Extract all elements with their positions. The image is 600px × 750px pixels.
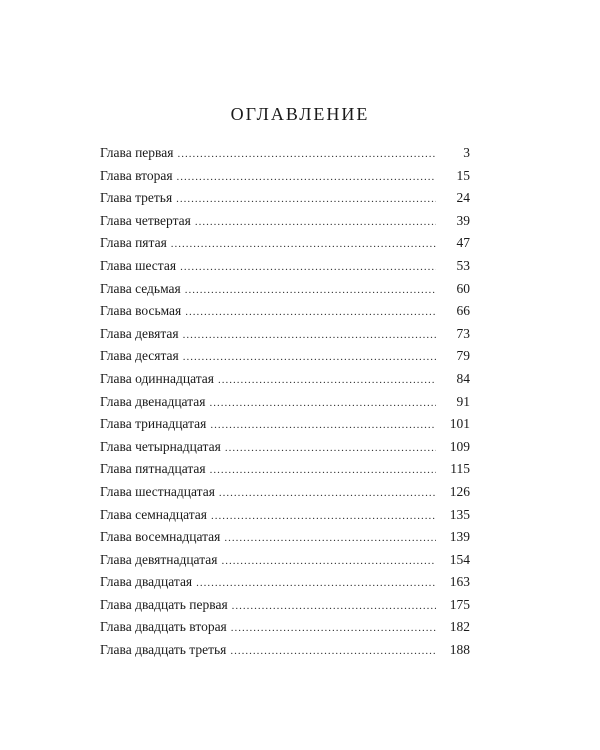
chapter-title: Глава тринадцатая [100,416,207,432]
dot-leader [219,482,436,505]
page-number: 73 [456,325,470,341]
chapter-title: Глава десятая [100,348,179,364]
dot-leader [185,279,436,302]
dot-leader [232,595,436,618]
dot-leader [176,188,436,211]
page-number: 135 [449,506,470,522]
dot-leader [224,527,436,550]
toc-entry[interactable] [100,549,470,572]
toc-entry[interactable] [100,639,470,662]
chapter-title: Глава третья [100,190,173,206]
page-number: 101 [449,416,470,432]
dot-leader [210,459,436,482]
chapter-title: Глава пятнадцатая [100,461,206,477]
page-number: 163 [449,574,470,590]
toc-entry[interactable] [100,300,470,323]
page-number: 126 [449,483,470,499]
toc-entry[interactable] [100,481,470,504]
dot-leader [171,233,436,256]
page-number: 154 [449,551,470,567]
toc-entry[interactable] [100,210,470,233]
chapter-title: Глава восьмая [100,303,182,319]
page-number: 3 [463,145,470,160]
toc-entry[interactable] [100,345,470,368]
chapter-title: Глава вторая [100,167,173,183]
toc-entry[interactable] [100,278,470,301]
chapter-title: Глава девятая [100,325,179,341]
page-number: 84 [456,370,470,386]
toc-entry[interactable] [100,255,470,278]
chapter-title: Глава одиннадцатая [100,370,214,386]
chapter-title: Глава шестая [100,257,177,273]
page-number: 109 [449,438,470,454]
chapter-title: Глава пятая [100,235,167,251]
toc-entry[interactable] [100,323,470,346]
page-number: 79 [456,348,470,364]
page-number: 39 [456,212,470,228]
page-number: 24 [456,190,470,206]
page-number: 47 [456,235,470,251]
dot-leader [225,437,436,460]
toc-entry[interactable] [100,232,470,255]
toc-entry[interactable] [100,368,470,391]
chapter-title: Глава четырнадцатая [100,438,221,454]
page-number: 139 [449,529,470,545]
toc-entry[interactable] [100,616,470,639]
dot-leader [195,211,436,234]
chapter-title: Глава двенадцатая [100,393,206,409]
chapter-title: Глава двадцать первая [100,596,228,612]
chapter-title: Глава девятнадцатая [100,551,218,567]
toc-entry[interactable] [100,165,470,188]
dot-leader [218,369,436,392]
chapter-title: Глава двадцать третья [100,642,227,658]
dot-leader [183,346,436,369]
dot-leader [211,505,436,528]
toc-entry[interactable] [100,526,470,549]
dot-leader [177,143,436,166]
chapter-title: Глава семнадцатая [100,506,207,522]
dot-leader [230,640,436,663]
chapter-title: Глава двадцатая [100,574,193,590]
dot-leader [177,166,436,189]
chapter-title: Глава седьмая [100,280,181,296]
toc-entry[interactable] [100,391,470,414]
toc-entry[interactable] [100,594,470,617]
dot-leader [180,256,436,279]
toc-entry[interactable] [100,458,470,481]
page-number: 175 [449,596,470,612]
page-number: 115 [450,461,470,477]
dot-leader [196,572,436,595]
chapter-title: Глава двадцать вторая [100,619,227,635]
chapter-title: Глава восемнадцатая [100,529,221,545]
toc-entry[interactable] [100,571,470,594]
chapter-title: Глава первая [100,145,174,160]
dot-leader [210,414,436,437]
dot-leader [185,301,436,324]
toc-entry[interactable] [100,504,470,527]
page-number: 60 [456,280,470,296]
page-number: 188 [449,642,470,658]
toc-entry[interactable] [100,413,470,436]
page-number: 15 [456,167,470,183]
dot-leader [183,324,436,347]
page-number: 91 [456,393,470,409]
dot-leader [209,392,436,415]
toc-entry[interactable] [100,187,470,210]
chapter-title: Глава шестнадцатая [100,483,215,499]
dot-leader [221,550,436,573]
chapter-title: Глава четвертая [100,212,191,228]
page-title: ОГЛАВЛЕНИЕ [230,104,370,124]
toc-entry[interactable] [100,436,470,459]
dot-leader [231,617,436,640]
toc-entry[interactable] [100,142,470,165]
page-number: 53 [456,257,470,273]
page-number: 182 [449,619,470,635]
table-of-contents [100,142,470,662]
page-number: 66 [456,303,470,319]
